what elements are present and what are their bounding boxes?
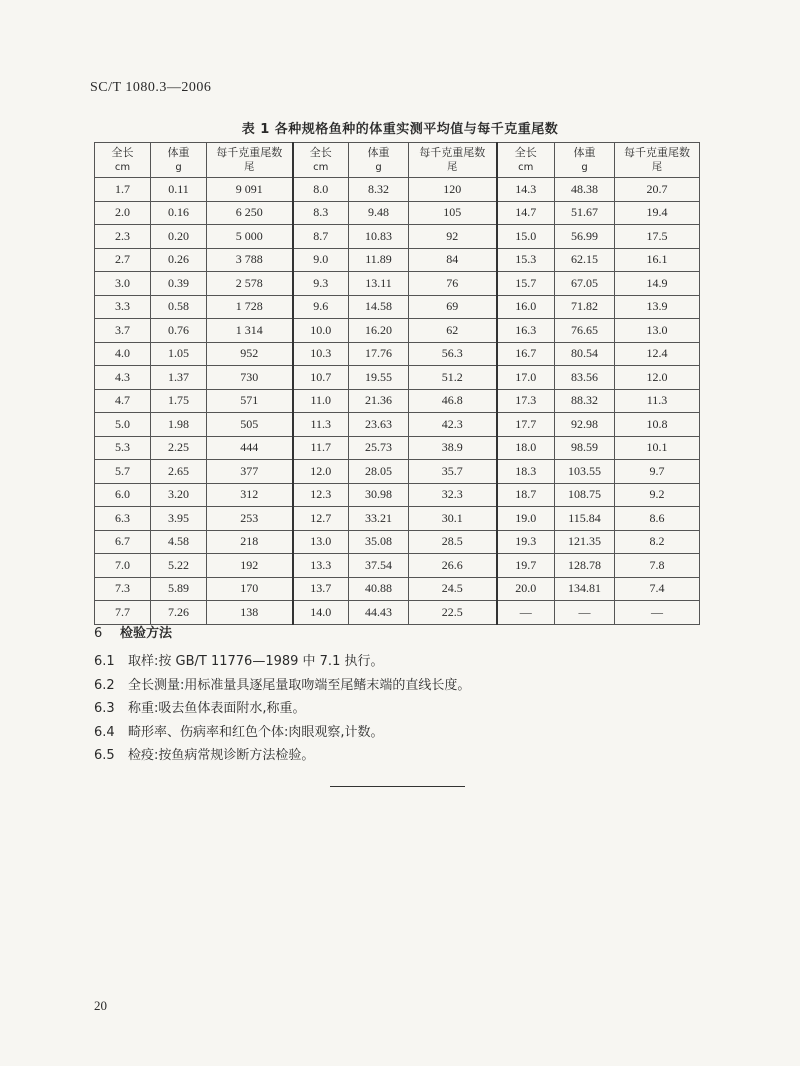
table-cell: 4.0 bbox=[95, 342, 151, 366]
table-cell: 14.58 bbox=[349, 295, 409, 319]
table-cell: 92.98 bbox=[555, 413, 615, 437]
table-row bbox=[95, 554, 700, 578]
table-cell: 138 bbox=[207, 601, 293, 625]
table-cell: 6.7 bbox=[95, 530, 151, 554]
table-row bbox=[95, 178, 700, 202]
table-cell: 22.5 bbox=[409, 601, 497, 625]
method-item bbox=[94, 650, 470, 674]
table-cell: 4.58 bbox=[151, 530, 207, 554]
end-rule bbox=[330, 786, 465, 787]
table-cell: 11.0 bbox=[293, 389, 349, 413]
table-cell: 3.7 bbox=[95, 319, 151, 343]
method-item-number: 6.2 bbox=[94, 677, 115, 693]
table-cell: 115.84 bbox=[555, 507, 615, 531]
table-cell: 952 bbox=[207, 342, 293, 366]
table-cell: 44.43 bbox=[349, 601, 409, 625]
table-cell: 10.8 bbox=[615, 413, 700, 437]
table-cell: 5.0 bbox=[95, 413, 151, 437]
table-cell: 12.3 bbox=[293, 483, 349, 507]
table-cell: 10.7 bbox=[293, 366, 349, 390]
table-cell: 5.22 bbox=[151, 554, 207, 578]
table-cell: 5.89 bbox=[151, 577, 207, 601]
table-cell: 38.9 bbox=[409, 436, 497, 460]
table-cell: 13.0 bbox=[615, 319, 700, 343]
column-header bbox=[555, 143, 615, 178]
table-cell: 2.65 bbox=[151, 460, 207, 484]
table-cell: 6.3 bbox=[95, 507, 151, 531]
table-cell: 7.0 bbox=[95, 554, 151, 578]
table-cell: 7.26 bbox=[151, 601, 207, 625]
column-header-unit: cm bbox=[114, 162, 131, 173]
table-cell: 13.11 bbox=[349, 272, 409, 296]
method-item-number: 6.1 bbox=[94, 654, 115, 669]
table-row bbox=[95, 389, 700, 413]
table-cell: 21.36 bbox=[349, 389, 409, 413]
method-item bbox=[94, 721, 470, 745]
table-cell: 10.3 bbox=[293, 342, 349, 366]
method-item-text: 称重:吸去鱼体表面附水,称重。 bbox=[128, 701, 306, 716]
column-header-unit: 尾 bbox=[652, 162, 662, 173]
column-header-unit: cm bbox=[313, 162, 329, 173]
table-cell: 2 578 bbox=[207, 272, 293, 296]
table-cell: 1.7 bbox=[95, 178, 151, 202]
column-header-unit: g bbox=[581, 162, 588, 173]
table-cell: 28.5 bbox=[409, 530, 497, 554]
table-cell: 192 bbox=[207, 554, 293, 578]
table-cell: 9.2 bbox=[615, 483, 700, 507]
column-header bbox=[293, 143, 349, 178]
table-cell: 13.0 bbox=[293, 530, 349, 554]
table-cell: 103.55 bbox=[555, 460, 615, 484]
table-cell: 9.6 bbox=[293, 295, 349, 319]
table-cell: 10.0 bbox=[293, 319, 349, 343]
table-cell: 0.76 bbox=[151, 319, 207, 343]
column-header-unit: 尾 bbox=[244, 162, 255, 173]
table-cell: 11.3 bbox=[615, 389, 700, 413]
table-row bbox=[95, 295, 700, 319]
table-cell: 17.7 bbox=[497, 413, 555, 437]
table-cell: 8.6 bbox=[615, 507, 700, 531]
column-header bbox=[615, 143, 700, 178]
column-header-name: 体重 bbox=[367, 146, 390, 159]
table-cell: 20.7 bbox=[615, 178, 700, 202]
document-code-header: SC/T 1080.3—2006 bbox=[90, 80, 212, 95]
column-header-name: 体重 bbox=[167, 146, 190, 159]
table-cell: 30.1 bbox=[409, 507, 497, 531]
table-cell: 8.2 bbox=[615, 530, 700, 554]
table-cell: 13.3 bbox=[293, 554, 349, 578]
method-item-text: 畸形率、伤病率和红色个体:肉眼观察,计数。 bbox=[128, 724, 384, 740]
table-cell: 1.05 bbox=[151, 342, 207, 366]
table-row bbox=[95, 483, 700, 507]
table-cell: 170 bbox=[207, 577, 293, 601]
table-cell: 18.7 bbox=[497, 483, 555, 507]
section-heading bbox=[94, 622, 172, 641]
table-cell: 15.3 bbox=[497, 248, 555, 272]
table-body bbox=[95, 178, 700, 625]
table-cell: 19.55 bbox=[349, 366, 409, 390]
table-cell: 16.3 bbox=[497, 319, 555, 343]
column-header-name: 体重 bbox=[573, 146, 596, 159]
table-cell: 6 250 bbox=[207, 201, 293, 225]
table-header-row bbox=[95, 143, 700, 178]
table-cell: 4.7 bbox=[95, 389, 151, 413]
table-cell: 40.88 bbox=[349, 577, 409, 601]
table-cell: 11.3 bbox=[293, 413, 349, 437]
table-cell: 20.0 bbox=[497, 577, 555, 601]
table-cell: 76 bbox=[409, 272, 497, 296]
table-cell: 312 bbox=[207, 483, 293, 507]
table-cell: 56.3 bbox=[409, 342, 497, 366]
table-cell: 7.8 bbox=[615, 554, 700, 578]
table-cell: 51.67 bbox=[555, 201, 615, 225]
table-cell: 0.11 bbox=[151, 178, 207, 202]
column-header-name: 全长 bbox=[514, 146, 537, 159]
table-row bbox=[95, 436, 700, 460]
table-cell: 98.59 bbox=[555, 436, 615, 460]
table-row bbox=[95, 272, 700, 296]
table-cell: 134.81 bbox=[555, 577, 615, 601]
table-cell: — bbox=[497, 601, 555, 625]
table-cell: 35.08 bbox=[349, 530, 409, 554]
table-cell: 28.05 bbox=[349, 460, 409, 484]
table-cell: 10.83 bbox=[349, 225, 409, 249]
table-cell: — bbox=[615, 601, 700, 625]
method-item bbox=[94, 674, 470, 698]
table-cell: 92 bbox=[409, 225, 497, 249]
table-cell: 3.95 bbox=[151, 507, 207, 531]
table-cell: 13.7 bbox=[293, 577, 349, 601]
table-cell: 8.0 bbox=[293, 178, 349, 202]
method-item bbox=[94, 744, 470, 768]
table-cell: 14.7 bbox=[497, 201, 555, 225]
page-number: 20 bbox=[94, 998, 107, 1013]
table-row bbox=[95, 601, 700, 625]
table-cell: 13.9 bbox=[615, 295, 700, 319]
table-cell: 444 bbox=[207, 436, 293, 460]
column-header bbox=[497, 143, 555, 178]
table-cell: 35.7 bbox=[409, 460, 497, 484]
table-cell: 51.2 bbox=[409, 366, 497, 390]
table-cell: 17.3 bbox=[497, 389, 555, 413]
section-number: 6 bbox=[94, 626, 103, 641]
table-cell: 121.35 bbox=[555, 530, 615, 554]
table-cell: 76.65 bbox=[555, 319, 615, 343]
method-item-number: 6.4 bbox=[94, 724, 115, 740]
table-cell: 3.0 bbox=[95, 272, 151, 296]
table-cell: 3 788 bbox=[207, 248, 293, 272]
method-item-number: 6.3 bbox=[94, 701, 115, 716]
table-cell: 5.3 bbox=[95, 436, 151, 460]
table-cell: 0.26 bbox=[151, 248, 207, 272]
table-cell: 1 314 bbox=[207, 319, 293, 343]
table-cell: 8.7 bbox=[293, 225, 349, 249]
method-item-text: 检疫:按鱼病常规诊断方法检验。 bbox=[128, 748, 315, 763]
table-cell: 108.75 bbox=[555, 483, 615, 507]
table-cell: 5 000 bbox=[207, 225, 293, 249]
table-row bbox=[95, 319, 700, 343]
table-cell: 7.4 bbox=[615, 577, 700, 601]
table-cell: 14.0 bbox=[293, 601, 349, 625]
table-cell: 16.7 bbox=[497, 342, 555, 366]
table-row bbox=[95, 366, 700, 390]
table-cell: 23.63 bbox=[349, 413, 409, 437]
table-cell: 9 091 bbox=[207, 178, 293, 202]
table-cell: 84 bbox=[409, 248, 497, 272]
table-cell: 730 bbox=[207, 366, 293, 390]
table-cell: 9.48 bbox=[349, 201, 409, 225]
table-cell: 4.3 bbox=[95, 366, 151, 390]
table-cell: 69 bbox=[409, 295, 497, 319]
table-cell: 26.6 bbox=[409, 554, 497, 578]
table-cell: 14.3 bbox=[497, 178, 555, 202]
table-cell: 120 bbox=[409, 178, 497, 202]
table-cell: 88.32 bbox=[555, 389, 615, 413]
table-cell: 11.89 bbox=[349, 248, 409, 272]
table-cell: 2.0 bbox=[95, 201, 151, 225]
table-cell: 105 bbox=[409, 201, 497, 225]
method-item bbox=[94, 697, 470, 721]
table-cell: 83.56 bbox=[555, 366, 615, 390]
table-row bbox=[95, 530, 700, 554]
table-cell: 16.20 bbox=[349, 319, 409, 343]
table-cell: 17.76 bbox=[349, 342, 409, 366]
column-header bbox=[409, 143, 497, 178]
table-cell: 32.3 bbox=[409, 483, 497, 507]
section-title: 检验方法 bbox=[120, 626, 173, 641]
table-row bbox=[95, 460, 700, 484]
table-cell: 15.0 bbox=[497, 225, 555, 249]
column-header-name: 每千克重尾数 bbox=[419, 146, 486, 159]
table-cell: 19.4 bbox=[615, 201, 700, 225]
method-item-text: 取样:按 GB/T 11776—1989 中 7.1 执行。 bbox=[128, 654, 384, 669]
table-cell: 17.0 bbox=[497, 366, 555, 390]
method-list bbox=[94, 650, 470, 768]
table-title: 表 1 各种规格鱼种的体重实测平均值与每千克重尾数 bbox=[241, 122, 559, 137]
table-cell: 5.7 bbox=[95, 460, 151, 484]
table-cell: 37.54 bbox=[349, 554, 409, 578]
table-cell: 218 bbox=[207, 530, 293, 554]
column-header-name: 全长 bbox=[111, 146, 134, 159]
table-cell: 16.0 bbox=[497, 295, 555, 319]
table-cell: 12.0 bbox=[615, 366, 700, 390]
table-cell: 19.0 bbox=[497, 507, 555, 531]
table-cell: 7.3 bbox=[95, 577, 151, 601]
table-cell: 1.75 bbox=[151, 389, 207, 413]
table-cell: 1.98 bbox=[151, 413, 207, 437]
table-cell: 0.20 bbox=[151, 225, 207, 249]
method-item-number: 6.5 bbox=[94, 748, 115, 763]
column-header-name: 每千克重尾数 bbox=[216, 146, 283, 159]
table-cell: 19.3 bbox=[497, 530, 555, 554]
column-header-unit: g bbox=[375, 162, 382, 173]
table-cell: 1.37 bbox=[151, 366, 207, 390]
table-cell: 67.05 bbox=[555, 272, 615, 296]
table-row bbox=[95, 507, 700, 531]
table-row bbox=[95, 201, 700, 225]
column-header bbox=[349, 143, 409, 178]
table-cell: 62.15 bbox=[555, 248, 615, 272]
column-header bbox=[151, 143, 207, 178]
table-cell: 18.3 bbox=[497, 460, 555, 484]
table-cell: 0.39 bbox=[151, 272, 207, 296]
table-row bbox=[95, 248, 700, 272]
table-cell: 62 bbox=[409, 319, 497, 343]
table-cell: 9.3 bbox=[293, 272, 349, 296]
column-header-unit: g bbox=[175, 162, 182, 173]
table-row bbox=[95, 342, 700, 366]
table-cell: 9.7 bbox=[615, 460, 700, 484]
table-cell: 12.0 bbox=[293, 460, 349, 484]
table-cell: 0.58 bbox=[151, 295, 207, 319]
table-cell: 3.20 bbox=[151, 483, 207, 507]
table-cell: 2.3 bbox=[95, 225, 151, 249]
column-header bbox=[207, 143, 293, 178]
table-row bbox=[95, 413, 700, 437]
table-cell: 48.38 bbox=[555, 178, 615, 202]
table-cell: 24.5 bbox=[409, 577, 497, 601]
table-cell: 0.16 bbox=[151, 201, 207, 225]
column-header-name: 全长 bbox=[309, 146, 332, 159]
table-cell: 3.3 bbox=[95, 295, 151, 319]
table-row bbox=[95, 577, 700, 601]
column-header bbox=[95, 143, 151, 178]
table-cell: 18.0 bbox=[497, 436, 555, 460]
table-cell: 42.3 bbox=[409, 413, 497, 437]
table-cell: 80.54 bbox=[555, 342, 615, 366]
column-header-unit: cm bbox=[518, 162, 534, 173]
table-cell: 6.0 bbox=[95, 483, 151, 507]
table-cell: 377 bbox=[207, 460, 293, 484]
column-header-unit: 尾 bbox=[447, 162, 458, 173]
table-cell: — bbox=[555, 601, 615, 625]
table-cell: 71.82 bbox=[555, 295, 615, 319]
table-row bbox=[95, 225, 700, 249]
fish-weight-table bbox=[94, 142, 700, 625]
table-cell: 1 728 bbox=[207, 295, 293, 319]
method-item-text: 全长测量:用标准量具逐尾量取吻端至尾鳍末端的直线长度。 bbox=[128, 677, 471, 693]
table-cell: 17.5 bbox=[615, 225, 700, 249]
table-cell: 14.9 bbox=[615, 272, 700, 296]
table-cell: 12.4 bbox=[615, 342, 700, 366]
table-cell: 12.7 bbox=[293, 507, 349, 531]
table-cell: 10.1 bbox=[615, 436, 700, 460]
table-cell: 505 bbox=[207, 413, 293, 437]
table-cell: 16.1 bbox=[615, 248, 700, 272]
table-cell: 9.0 bbox=[293, 248, 349, 272]
table-cell: 128.78 bbox=[555, 554, 615, 578]
table-cell: 253 bbox=[207, 507, 293, 531]
table-cell: 19.7 bbox=[497, 554, 555, 578]
table-cell: 15.7 bbox=[497, 272, 555, 296]
table-cell: 8.32 bbox=[349, 178, 409, 202]
table-cell: 11.7 bbox=[293, 436, 349, 460]
table-cell: 46.8 bbox=[409, 389, 497, 413]
column-header-name: 每千克重尾数 bbox=[624, 146, 690, 159]
table-cell: 2.7 bbox=[95, 248, 151, 272]
table-cell: 56.99 bbox=[555, 225, 615, 249]
table-cell: 2.25 bbox=[151, 436, 207, 460]
table-cell: 571 bbox=[207, 389, 293, 413]
table-cell: 30.98 bbox=[349, 483, 409, 507]
table-cell: 25.73 bbox=[349, 436, 409, 460]
table-cell: 7.7 bbox=[95, 601, 151, 625]
table-cell: 8.3 bbox=[293, 201, 349, 225]
table-cell: 33.21 bbox=[349, 507, 409, 531]
